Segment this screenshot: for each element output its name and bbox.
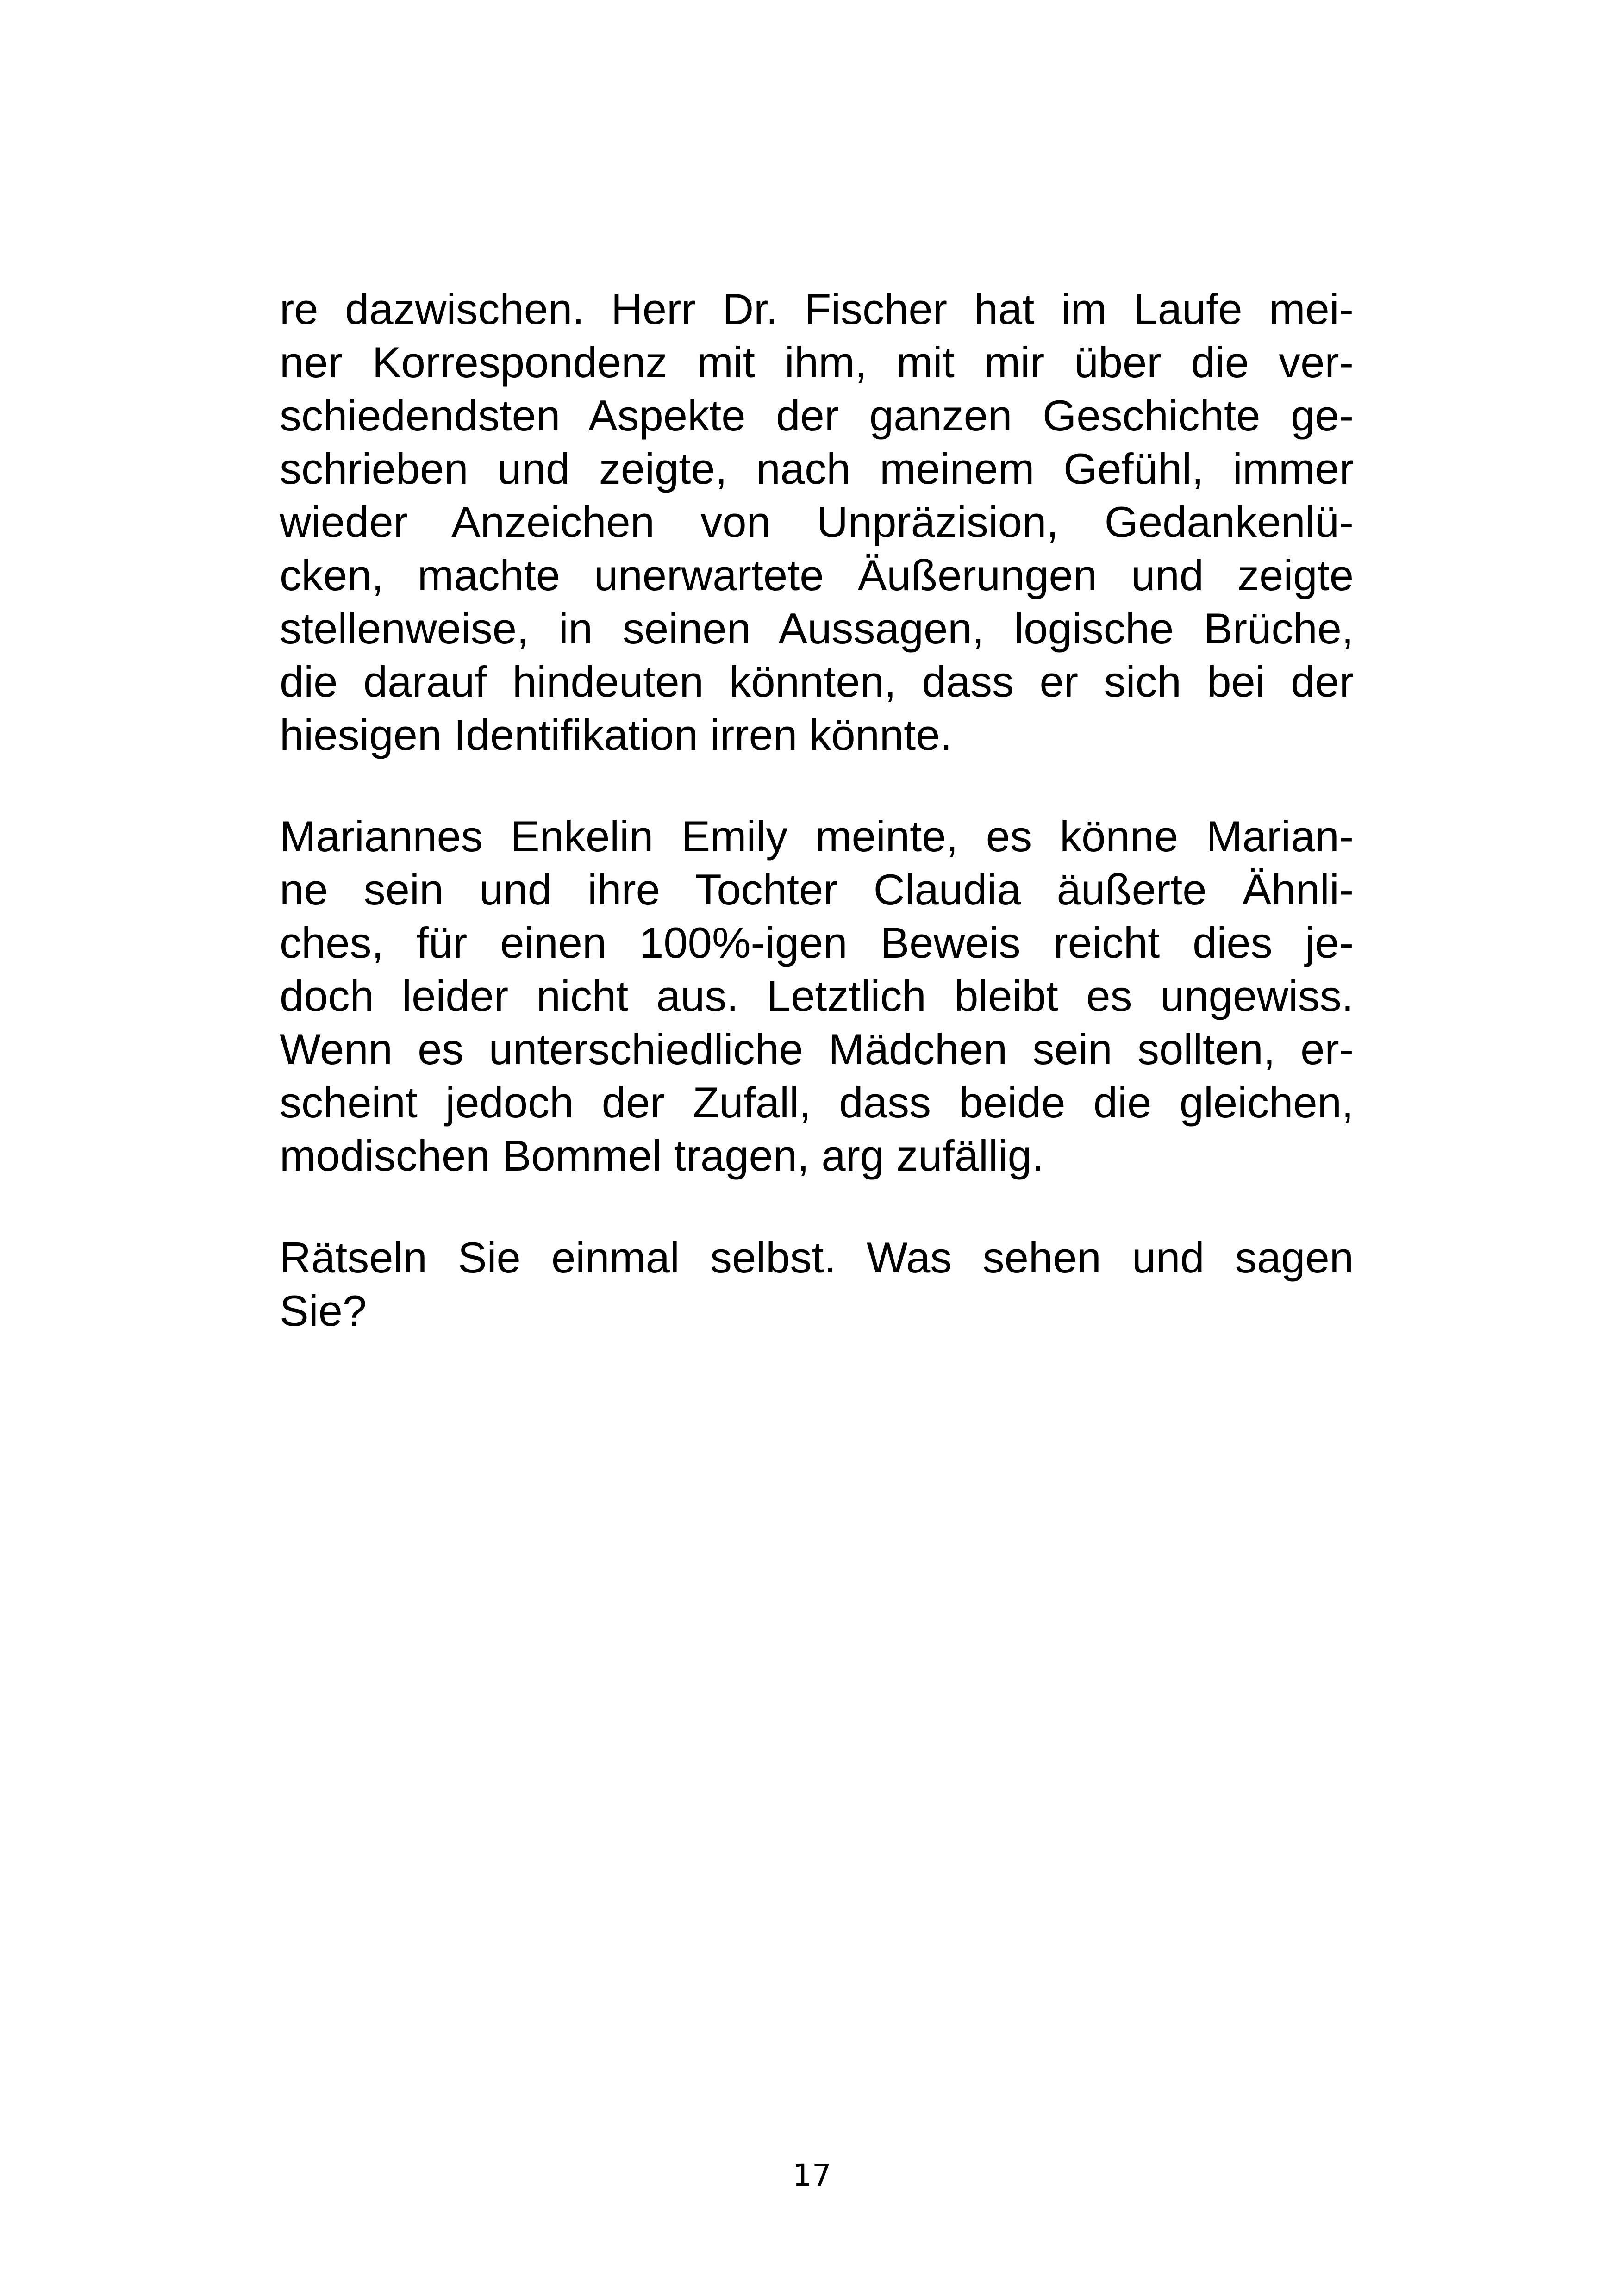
text-line: ne sein und ihre Tochter Claudia äußerte Ähnli- <box>280 865 1354 914</box>
text-line: schrieben und zeigte, nach meinem Gefühl, immer <box>280 444 1354 493</box>
text-line: die darauf hindeuten könnten, dass er sich bei der <box>280 657 1354 706</box>
text-line: doch leider nicht aus. Letztlich bleibt es ungewiss. <box>280 972 1354 1020</box>
paragraph-identification-doubts <box>280 282 1354 761</box>
text-line: re dazwischen. Herr Dr. Fischer hat im Laufe mei- <box>280 285 1354 333</box>
text-line: wieder Anzeichen von Unpräzision, Gedankenlü- <box>280 498 1354 546</box>
text-line: Wenn es unterschiedliche Mädchen sein sollten, er- <box>280 1025 1354 1073</box>
paragraph-family-opinions <box>280 810 1354 1182</box>
page-number: 17 <box>793 2158 831 2193</box>
text-line: scheint jedoch der Zufall, dass beide die gleichen, <box>280 1078 1354 1127</box>
text-line: ner Korrespondenz mit ihm, mit mir über die ver- <box>280 338 1354 387</box>
text-line: Sie? <box>280 1286 367 1335</box>
text-line: hiesigen Identifikation irren könnte. <box>280 711 952 759</box>
text-line: modischen Bommel tragen, arg zufällig. <box>280 1131 1044 1180</box>
text-line: stellenweise, in seinen Aussagen, logische Brüche, <box>280 604 1354 653</box>
text-line: Mariannes Enkelin Emily meinte, es könne Marian- <box>280 812 1354 861</box>
paragraph-reader-question <box>280 1231 1354 1337</box>
text-line: cken, machte unerwartete Äußerungen und zeigte <box>280 551 1354 599</box>
text-line: ches, für einen 100%-igen Beweis reicht dies je- <box>280 918 1354 967</box>
text-line: Rätseln Sie einmal selbst. Was sehen und sagen <box>280 1233 1354 1282</box>
text-line: schiedendsten Aspekte der ganzen Geschichte ge- <box>280 391 1354 440</box>
